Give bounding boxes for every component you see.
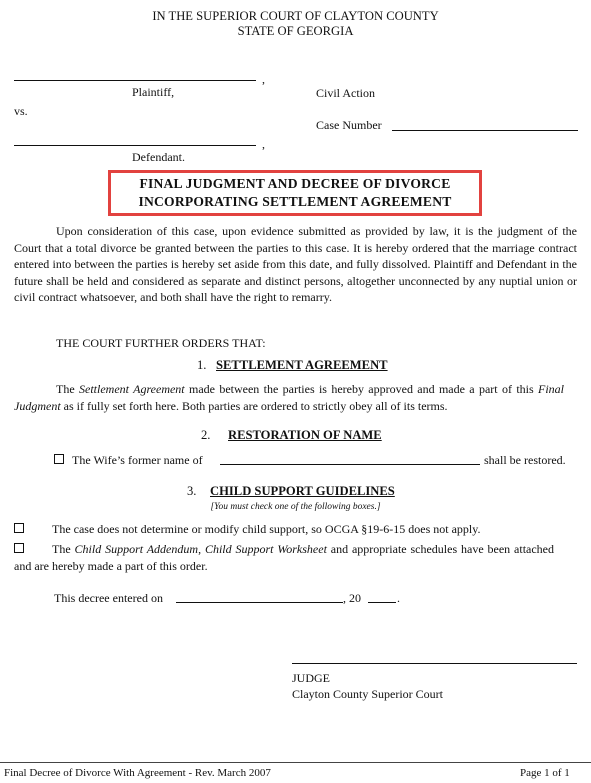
- court-name-signature: Clayton County Superior Court: [292, 687, 443, 701]
- child-support-option-1: [14, 521, 480, 537]
- section-1-text-c: made between the parties is hereby approved and made a part of this: [184, 382, 538, 396]
- state-heading: STATE OF GEORGIA: [237, 24, 354, 38]
- decree-entered-label: This decree entered on: [54, 591, 163, 605]
- document-title-line-2: INCORPORATING SETTLEMENT AGREEMENT: [138, 194, 452, 209]
- section-1-number: 1.: [197, 358, 207, 372]
- section-3-instruction: [You must check one of the following boxes.]: [210, 502, 381, 512]
- footer-rule: [0, 762, 591, 763]
- decree-date-line[interactable]: [176, 602, 343, 603]
- settlement-agreement-term: Settlement Agreement: [79, 382, 185, 396]
- judge-signature-line[interactable]: [292, 663, 577, 664]
- intro-paragraph: Upon consideration of this case, upon evidence submitted as provided by law, it is the judgment of the Court that a total divorce be granted between the parties to this case. It is hereby ordered that the marriage contract entered into between the parties is hereby set aside from this date, and fully dissolved. Plaintiff and Defendant in the future shall be held and considered as separate and distinct persons, altogether unconnected by any nuptial union or civil contract whatsoever, and both shall have the right to remarry.: [14, 224, 577, 304]
- child-support-option-2: [14, 541, 554, 574]
- judge-label: JUDGE: [292, 671, 330, 685]
- option-2-text-c: ,: [198, 542, 205, 556]
- section-1-text: [14, 381, 564, 414]
- document-title-highlight: [108, 170, 482, 216]
- section-2-heading: RESTORATION OF NAME: [228, 428, 382, 442]
- footer-page-number: Page 1 of 1: [520, 767, 570, 779]
- footer-form-name: Final Decree of Divorce With Agreement - Rev. March 2007: [4, 767, 271, 779]
- decree-year-line[interactable]: [368, 602, 396, 603]
- plaintiff-comma: ,: [262, 72, 265, 86]
- section-1-text-a: The: [56, 382, 79, 396]
- section-1-text-e: as if fully set forth here. Both parties are ordered to strictly obey all of its terms.: [60, 398, 448, 413]
- final-judgment-term: Final Judgment: [14, 382, 564, 413]
- option-2-text-e: and appropriate schedules have been attached and are hereby made a part of this order.: [14, 542, 555, 573]
- court-name-heading: IN THE SUPERIOR COURT OF CLAYTON COUNTY: [152, 9, 439, 23]
- decree-period: .: [397, 591, 400, 605]
- child-support-addendum-term: Child Support Addendum: [74, 542, 199, 556]
- option-2-text-a: The: [52, 542, 75, 556]
- plaintiff-name-line[interactable]: [14, 80, 256, 81]
- defendant-label: Defendant.: [132, 150, 185, 164]
- vs-label: vs.: [14, 104, 28, 118]
- plaintiff-label: Plaintiff,: [132, 85, 175, 99]
- former-name-line[interactable]: [220, 464, 480, 465]
- document-title-line-1: FINAL JUDGMENT AND DECREE OF DIVORCE: [139, 176, 451, 192]
- civil-action-label: Civil Action: [316, 86, 376, 100]
- case-number-label: Case Number: [316, 118, 382, 132]
- defendant-name-line[interactable]: [14, 145, 256, 146]
- child-support-option-1-label: The case does not determine or modify child support, so OCGA §19-6-15 does not apply.: [52, 522, 481, 536]
- further-orders-heading: THE COURT FURTHER ORDERS THAT:: [56, 336, 266, 350]
- section-2-number: 2.: [201, 428, 211, 442]
- case-number-line[interactable]: [392, 130, 578, 131]
- restore-name-suffix: shall be restored.: [484, 453, 566, 467]
- child-support-option-1-checkbox[interactable]: [14, 523, 24, 533]
- restore-name-option: [54, 452, 203, 468]
- decree-year-prefix: , 20: [343, 591, 361, 605]
- restore-name-label: The Wife’s former name of: [72, 453, 203, 467]
- child-support-worksheet-term: Child Support Worksheet: [204, 542, 327, 556]
- section-3-number: 3.: [187, 484, 197, 498]
- section-3-heading: CHILD SUPPORT GUIDELINES: [210, 484, 395, 498]
- defendant-comma: ,: [262, 137, 265, 151]
- section-1-heading: SETTLEMENT AGREEMENT: [216, 358, 388, 372]
- child-support-option-2-checkbox[interactable]: [14, 543, 24, 553]
- restore-name-checkbox[interactable]: [54, 454, 64, 464]
